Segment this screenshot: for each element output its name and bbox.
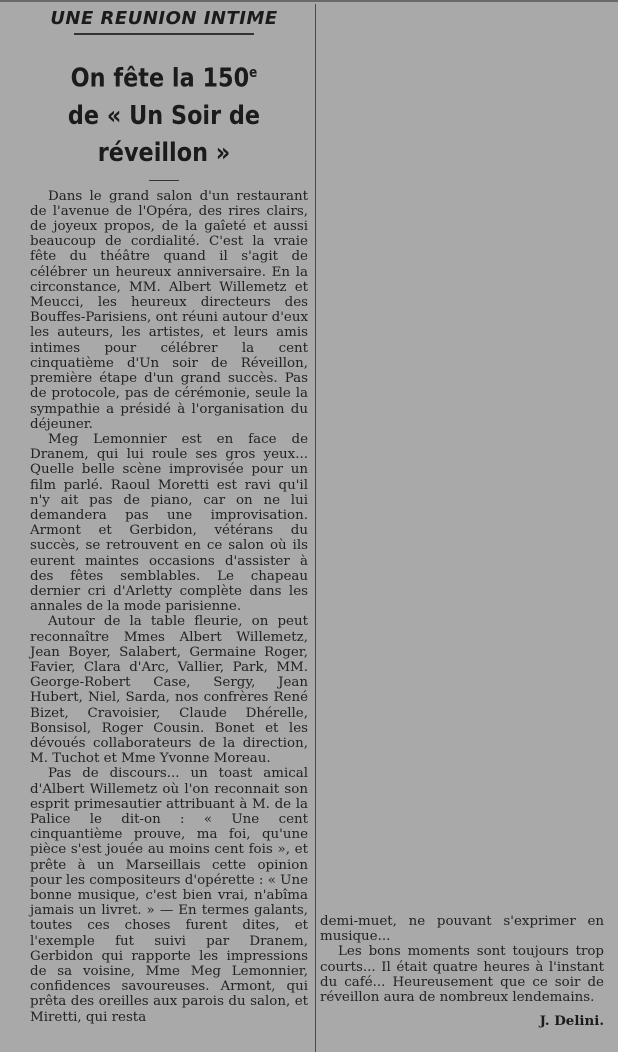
column-divider: [315, 4, 316, 1052]
article-body-right: [320, 914, 604, 1005]
paragraph: Dans le grand salon d'un restaurant de l'avenue de l'Opéra, des rires clairs, de joyeux propos, de la gaîeté et aussi beaucoup de cordialité. C'est la vraie fête du théâtre quand il s'agit de célébrer un heureux anniversaire. En la circonstance, MM. Albert Willemetz et Meucci, les heureux directeurs des Bouffes-Parisiens, ont réuni autour d'eux les auteurs, les artistes, et leurs amis intimes pour célébrer la cent cinquatième d'Un soir de Réveillon, première étape d'un grand succès. Pas de protocole, pas de cérémonie, seule la sympathie a présidé à l'organisation du déjeuner.: [30, 188, 308, 432]
headline-line-1: [37, 55, 292, 98]
article-signature: J. Delini.: [539, 1013, 604, 1030]
article-headline: [37, 55, 292, 172]
paragraph: Meg Lemonnier est en face de Dranem, qui lui roule ses gros yeux... Quelle belle scène improvisée pour un film parlé. Raoul Moretti est ravi qu'il n'y ait pas de piano, car on ne lui demandera pas une improvisation. Armont et Gerbidon, vétérans du succès, se retrouvent en ce salon où ils eurent maintes occasions d'assister à des fêtes semblables. Le chapeau dernier cri d'Arletty complète dans les annales de la mode parisienne.: [30, 431, 308, 615]
paragraph: Autour de la table fleurie, on peut reconnaître Mmes Albert Willemetz, Jean Boyer, Salabert, Germaine Roger, Favier, Clara d'Arc, Vallier, Park, MM. George-Robert Case, Sergy, Jean Hubert, Niel, Sarda, nos confrères René Bizet, Cravoisier, Claude Dhérelle, Bonsisol, Roger Cousin. Bonet et les dévoués collaborateurs de la direction, M. Tuchot et Mme Yvonne Moreau.: [30, 614, 308, 767]
kicker-underline: [74, 33, 254, 35]
headline-line-2: de « Un Soir de réveillon »: [67, 100, 261, 168]
article-body-left: [30, 189, 308, 1025]
headline-rule: [149, 180, 179, 181]
paragraph: Les bons moments sont toujours trop courts... Il était quatre heures à l'instant du café... Heureusement que ce soir de réveillon aura de nombreux lendemains.: [320, 944, 604, 1006]
paragraph-continuation: demi-muet, ne pouvant s'exprimer en musique...: [320, 914, 604, 945]
headline-text-1: On fête la 150: [70, 63, 250, 94]
paragraph: Pas de discours... un toast amical d'Albert Willemetz où l'on reconnait son esprit primesautier attribuant à M. de la Palice le dit-on : « Une cent cinquantième prouve, ma foi, qu'une pièce s'est jouée au moins cent fois », et prête à un Marseillais cette opinion pour les compositeurs d'opérette : « Une bonne musique, c'est bien vrai, n'abîma jamais un livret. » — En termes galants, toutes ces choses furent dites, et l'exemple fut suivi par Dranem, Gerbidon qui rapporte les impressions de sa voisine, Mme Meg Lemonnier, confidences savoureuses. Armont, qui prêta des oreilles aux parois du salon, et Miretti, qui resta: [30, 766, 308, 1025]
top-rule: [0, 0, 618, 2]
article-column-left: [16, 4, 312, 1052]
article-column-right: [320, 914, 604, 1029]
headline-superscript: e: [249, 65, 258, 81]
article-kicker: UNE REUNION INTIME: [50, 8, 278, 29]
right-column-blank-area: [320, 4, 610, 904]
